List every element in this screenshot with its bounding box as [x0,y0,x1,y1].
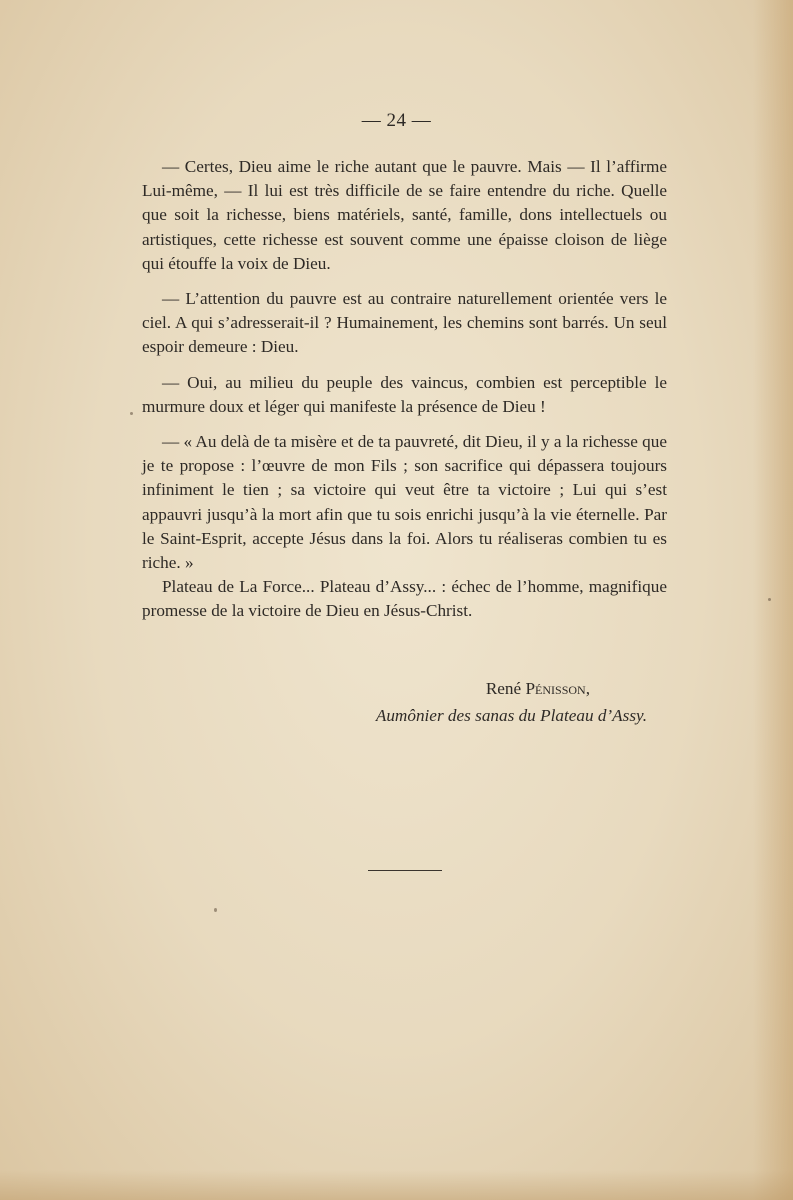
signature-title: Aumônier des sanas du Plateau d’Assy. [375,706,647,725]
paragraph-1: — Certes, Dieu aime le riche autant que le pauvre. Mais — Il l’affirme Lui-même, — Il lui est très difficile de se faire entendre du riche. Quelle que soit la richesse, biens matériels, santé, famille, dons intellectuels ou artistiques, cette richesse est souvent comme une épaisse cloison de liège qui étouffe la voix de Dieu. [142,157,667,273]
page-number: — 24 — [361,110,432,131]
paragraph-2: — L’attention du pauvre est au contraire naturellement orientée vers le ciel. A qui s’adresserait-il ? Humainement, les chemins sont barrés. Un seul espoir demeure : Dieu. [142,289,667,357]
paragraph-3: — Oui, au milieu du peuple des vaincus, combien est perceptible le murmure doux et léger qui manifeste la présence de Dieu ! [142,372,667,416]
signature-last-name: Pénisson, [525,679,590,698]
paper-speck [214,908,217,912]
signature-first-name: René [485,679,522,698]
page-edge-shading [753,0,793,1200]
paragraph-5: Plateau de La Force... Plateau d’Assy... : échec de l’homme, magnifique promesse de la victoire de Dieu en Jésus-Christ. [142,577,667,621]
signature-name [0,676,590,701]
body-text [142,155,667,635]
page-bottom-shading [0,1170,793,1200]
paper-speck [130,412,133,415]
paper-speck [768,598,771,601]
paragraph-4: — « Au delà de ta misère et de ta pauvreté, dit Dieu, il y a la richesse que je te propose : l’œuvre de mon Fils ; son sacrifice qui dépassera toujours infiniment le tien ; sa victoire qui veut être ta victoire ; Lui qui s’est appauvri jusqu’à la mort afin que tu sois enrichi jusqu’à la vie éternelle. Par le Saint-Esprit, accepte Jésus dans la foi. Alors tu réaliseras combien tu es riche. » [142,432,667,573]
end-rule-divider [368,870,442,871]
